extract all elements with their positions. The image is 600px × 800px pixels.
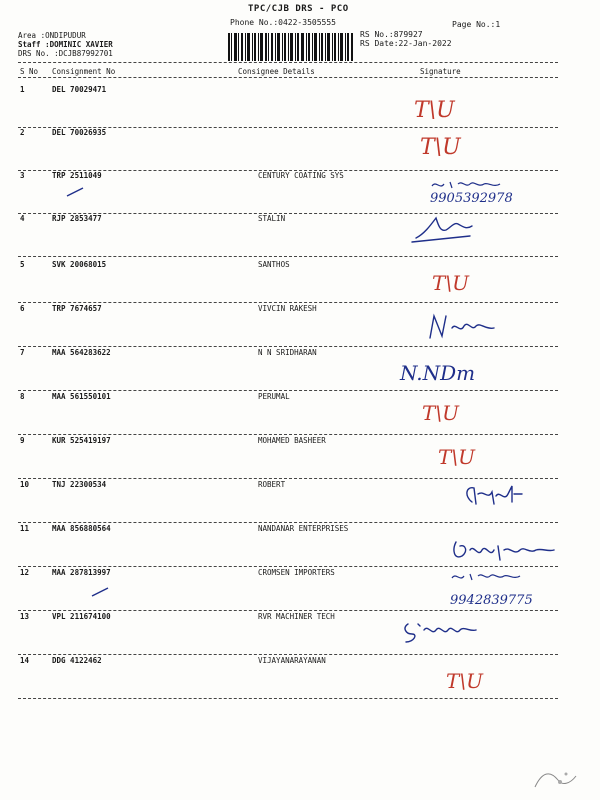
- table-row: [0, 348, 600, 392]
- consignee-name: VIJAYANARAYANAN: [258, 656, 326, 665]
- row-serial-number: 8: [20, 392, 25, 401]
- staff-label: Staff :DOMINIC XAVIER: [18, 40, 113, 49]
- consignment-number: DDG 4122462: [52, 656, 102, 665]
- run-sheet-meta: [18, 31, 113, 58]
- svg-text:T\U: T\U: [414, 98, 455, 123]
- handwritten-signature: [410, 212, 490, 244]
- consignee-name: N N SRIDHARAN: [258, 348, 317, 357]
- consignee-name: ROBERT: [258, 480, 286, 489]
- document-title: TPC/CJB DRS - PCO: [248, 4, 349, 14]
- divider: [18, 698, 558, 699]
- consignment-number: MAA 561550101: [52, 392, 111, 401]
- divider: [18, 62, 558, 63]
- consignment-number: TNJ 22300534: [52, 480, 107, 489]
- table-row: [0, 214, 600, 258]
- row-serial-number: 10: [20, 480, 30, 489]
- table-row: [0, 524, 600, 568]
- row-serial-number: 11: [20, 524, 30, 533]
- consignment-number: VPL 211674100: [52, 612, 111, 621]
- consignment-number: RJP 2853477: [52, 214, 102, 223]
- area-label: Area :ONDIPUDUR: [18, 31, 86, 40]
- handwritten-signature: [436, 442, 496, 468]
- handwritten-signature: [400, 616, 480, 650]
- divider: [18, 390, 558, 391]
- handwritten-signature: [428, 176, 558, 206]
- handwritten-signature: [450, 536, 560, 566]
- svg-text:T\U: T\U: [446, 669, 483, 693]
- consignee-name: NANDANAR ENTERPRISES: [258, 524, 349, 533]
- consignee-name: CROMSEN IMPORTERS: [258, 568, 335, 577]
- handwritten-signature: [424, 312, 504, 342]
- col-header-consignee: Consignee Details: [238, 67, 315, 76]
- drs-number: DRS No. :DCJB87992701: [18, 49, 113, 58]
- divider: [18, 610, 558, 611]
- divider: [18, 434, 558, 435]
- barcode: [228, 33, 353, 61]
- consignment-number: SVK 20068015: [52, 260, 107, 269]
- row-serial-number: 2: [20, 128, 25, 137]
- table-row: [0, 436, 600, 480]
- col-header-consignment: Consignment No: [52, 67, 116, 76]
- table-row: [0, 171, 600, 215]
- consignee-name: PERUMAL: [258, 392, 290, 401]
- svg-text:N.NDm: N.NDm: [400, 361, 476, 385]
- rs-number: RS No.:879927: [360, 30, 423, 39]
- row-serial-number: 9: [20, 436, 25, 445]
- divider: [18, 478, 558, 479]
- consignment-number: KUR 525419197: [52, 436, 111, 445]
- col-header-sno: S No: [20, 67, 39, 76]
- handwritten-signature: [444, 666, 504, 692]
- col-header-signature: Signature: [420, 67, 461, 76]
- table-row: [0, 612, 600, 656]
- handwritten-signature: [398, 350, 508, 384]
- row-serial-number: 4: [20, 214, 25, 223]
- table-row: [0, 85, 600, 129]
- svg-text:9905392978: 9905392978: [430, 191, 513, 206]
- divider: [18, 566, 558, 567]
- svg-text:T\U: T\U: [432, 271, 469, 295]
- checkmark-icon: [65, 186, 85, 198]
- consignment-number: MAA 856880564: [52, 524, 111, 533]
- row-serial-number: 13: [20, 612, 30, 621]
- svg-text:T\U: T\U: [438, 445, 475, 469]
- consignment-number: TRP 7674657: [52, 304, 102, 313]
- consignee-name: VIVCIN RAKESH: [258, 304, 317, 313]
- consignee-name: STALIN: [258, 214, 286, 223]
- consignment-number: DEL 70029471: [52, 85, 107, 94]
- divider: [18, 522, 558, 523]
- handwritten-signature: [412, 95, 472, 121]
- consignee-name: RVR MACHINER TECH: [258, 612, 335, 621]
- table-row: [0, 656, 600, 700]
- rs-date: RS Date:22-Jan-2022: [360, 39, 452, 48]
- table-row: [0, 392, 600, 436]
- page-number: Page No.:1: [452, 20, 501, 29]
- ink-stamp-mark: [530, 762, 580, 792]
- consignment-number: DEL 70026935: [52, 128, 107, 137]
- table-row: [0, 128, 600, 172]
- consignment-number: MAA 564283622: [52, 348, 111, 357]
- consignee-name: SANTHOS: [258, 260, 290, 269]
- table-row: [0, 260, 600, 304]
- svg-text:T\U: T\U: [422, 401, 459, 425]
- svg-text:9942839775: 9942839775: [450, 593, 533, 608]
- consignee-name: MOHAMED BASHEER: [258, 436, 326, 445]
- handwritten-signature: [448, 568, 578, 608]
- divider: [18, 302, 558, 303]
- table-row: [0, 304, 600, 348]
- divider: [18, 346, 558, 347]
- phone-number: Phone No.:0422-3505555: [230, 18, 336, 27]
- row-serial-number: 1: [20, 85, 25, 94]
- divider: [18, 654, 558, 655]
- consignment-number: MAA 287813997: [52, 568, 111, 577]
- row-serial-number: 3: [20, 171, 25, 180]
- handwritten-signature: [430, 268, 490, 294]
- row-serial-number: 7: [20, 348, 25, 357]
- table-row: [0, 568, 600, 612]
- handwritten-signature: [418, 132, 478, 158]
- checkmark-icon: [90, 586, 110, 598]
- row-serial-number: 5: [20, 260, 25, 269]
- row-serial-number: 14: [20, 656, 30, 665]
- svg-text:T\U: T\U: [420, 135, 461, 160]
- handwritten-signature: [460, 480, 550, 510]
- consignment-number: TRP 2511049: [52, 171, 102, 180]
- row-serial-number: 6: [20, 304, 25, 313]
- row-serial-number: 12: [20, 568, 30, 577]
- table-row: [0, 480, 600, 524]
- divider: [18, 77, 558, 78]
- consignee-name: CENTURY COATING SYS: [258, 171, 344, 180]
- divider: [18, 256, 558, 257]
- handwritten-signature: [420, 398, 480, 424]
- rs-meta: [360, 30, 452, 48]
